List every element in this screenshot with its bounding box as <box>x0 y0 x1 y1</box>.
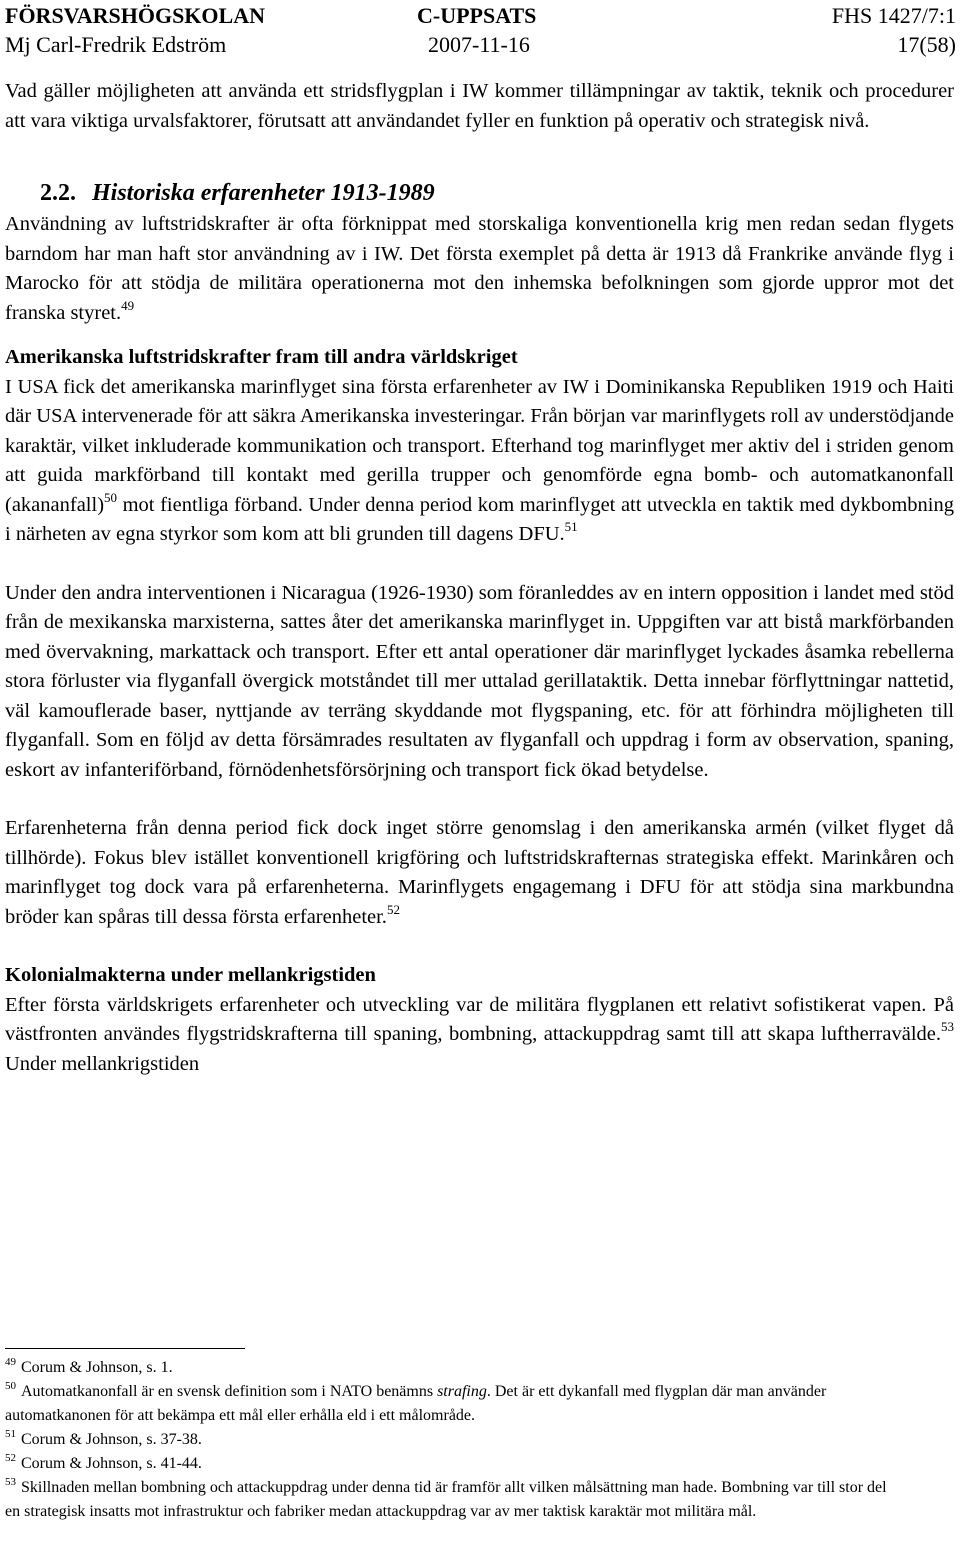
footnote-number: 51 <box>5 1428 16 1440</box>
page-header-row-2 <box>5 33 956 57</box>
footnote-number: 53 <box>5 1476 16 1488</box>
footnote-ref-51: 51 <box>564 519 578 534</box>
footnote-49 <box>5 1356 900 1380</box>
footnote-52 <box>5 1452 900 1476</box>
footnote-text: Skillnaden mellan bombning och attackuppdrag under denna tid är framför allt vilken målsättning man hade. Bombning var till stor del en strategisk insatts mot infrastruktur och fabriker medan attackuppdrag var av mer taktisk karaktär mot militära mål. <box>5 1479 887 1520</box>
section-title: Historiska erfarenheter 1913-1989 <box>92 180 435 206</box>
spacer <box>5 550 954 579</box>
footnote-ref-50: 50 <box>104 489 118 505</box>
spacer <box>5 785 954 814</box>
footnote-text: Corum & Johnson, s. 1. <box>21 1359 173 1376</box>
page-header-row-1 <box>5 4 956 28</box>
footnotes <box>5 1356 900 1524</box>
section-heading <box>5 178 954 208</box>
subheading-amerikanska: Amerikanska luftstridskrafter fram till andra världskriget <box>5 346 518 368</box>
main-text <box>5 77 954 1079</box>
footnote-separator <box>5 1348 245 1349</box>
section-paragraph-text: Användning av luftstridskrafter är ofta förknippat med storskaliga konventionella krig men redan sedan flygets barndom har man haft stor användning av i IW. Det första exemplet på detta är 1913 då Frankrike använde flyg i Marocko för att stödja de militära operationerna mot den inhemska befolkningen som gjorde uppror mot det franska styret. <box>5 213 954 324</box>
sub1-p1-text-a: I USA fick det amerikanska marinflyget sina första erfarenheter av IW i Dominikanska Republiken 1919 och Haiti där USA intervenerade för att säkra Amerikanska investeringar. Från början var marinflygets roll av understödjande karaktär, vilket inkluderade kommunikation och transport. Efterhand tog marinflyget mer aktiv del i striden genom att guida markförband till kontakt med gerilla trupper och genomförde egna bomb- och automatkanonfall (akananfall) <box>5 375 954 516</box>
sub2-paragraph-1 <box>5 991 954 1080</box>
header-date: 2007-11-16 <box>428 32 530 57</box>
sub1-paragraph-3 <box>5 814 954 932</box>
footnote-ref-49: 49 <box>121 297 135 313</box>
header-doc-type: C-UPPSATS <box>417 3 537 28</box>
footnote-text: Corum & Johnson, s. 41-44. <box>21 1455 202 1472</box>
sub2-p1-text-b: Under mellankrigstiden <box>5 1052 200 1075</box>
sub2-p1-text-a: Efter första världskrigets erfarenheter och utveckling var de militära flygplanen ett relativt sofistikerat vapen. På västfronten användes flygstridskrafterna till spaning, bombning, attackuppdrag samt till att skapa luftherravälde. <box>5 993 954 1045</box>
sub1-paragraph-2: Under den andra interventionen i Nicaragua (1926-1930) som föranleddes av en intern opposition i landet med stöd från de mexikanska marxisterna, sattes åter det amerikanska marinflyget in. Uppgiften var att bistå markförbanden med övervakning, markattack och transport. Efter ett antal operationer där marinflyget lyckades åsamka rebellerna stora förluster via flyganfall övergick motståndet till mer uttalad gerillataktik. Detta innebar förflyttningar nattetid, väl kamouflerade baser, nyttjande av terräng skyddande mot flygspaning, etc. för att förhindra möjligheten till flyganfall. Som en följd av detta försämrades resultaten av flyganfall och uppdrag i form av observation, spaning, eskort av infanteriförband, förnödenhetsförsörjning och transport fick ökad betydelse. <box>5 581 954 781</box>
header-course: FHS 1427/7:1 <box>831 3 956 28</box>
footnote-number: 50 <box>5 1380 16 1392</box>
footnote-text: . Det är ett dykanfall med flygplan där man använder automatkanonen för att bekämpa ett mål eller erhålla eld i ett målområde. <box>5 1383 827 1424</box>
spacer <box>5 932 954 961</box>
section-paragraph <box>5 210 954 328</box>
footnote-51 <box>5 1428 900 1452</box>
footnote-ref-53: 53 <box>941 1019 954 1034</box>
footnote-ref-52: 52 <box>386 901 400 917</box>
sub1-p3-text: Erfarenheterna från denna period fick dock inget större genomslag i den amerikanska armén (vilket flyget då tillhörde). Fokus blev istället konventionell krigföring och luftstridskrafternas strategiska effekt. Marinkåren och marinflyget tog dock vara på erfarenheterna. Marinflygets engagemang i DFU för att stödja sina markbundna bröder kan spåras till dessa första erfarenheter. <box>5 817 954 928</box>
section-number: 2.2. <box>40 180 76 206</box>
header-school: FÖRSVARSHÖGSKOLAN <box>5 3 265 28</box>
sub1-paragraph-1 <box>5 373 954 550</box>
subheading-kolonialmakterna: Kolonialmakterna under mellankrigstiden <box>5 964 376 986</box>
footnote-number: 49 <box>5 1356 16 1368</box>
footnote-term: strafing <box>437 1383 487 1400</box>
footnote-number: 52 <box>5 1452 16 1464</box>
footnote-text: Automatkanonfall är en svensk definition som i NATO benämns <box>21 1383 438 1400</box>
footnote-50 <box>5 1380 900 1428</box>
footnote-53 <box>5 1476 900 1524</box>
spacer <box>5 328 954 343</box>
intro-paragraph: Vad gäller möjligheten att använda ett stridsflygplan i IW kommer tillämpningar av taktik, teknik och procedurer att vara viktiga urvalsfaktorer, förutsatt att användandet fyller en funktion på operativ och strategisk nivå. <box>5 80 954 132</box>
sub1-p1-text-b: mot fientliga förband. Under denna period kom marinflyget att utveckla en taktik med dykbombning i närheten av egna styrkor som kom att bli grunden till dagens DFU. <box>5 493 954 545</box>
footnote-text: Corum & Johnson, s. 37-38. <box>21 1431 202 1448</box>
header-page-number: 17(58) <box>897 32 956 57</box>
header-author: Mj Carl-Fredrik Edström <box>5 32 227 57</box>
